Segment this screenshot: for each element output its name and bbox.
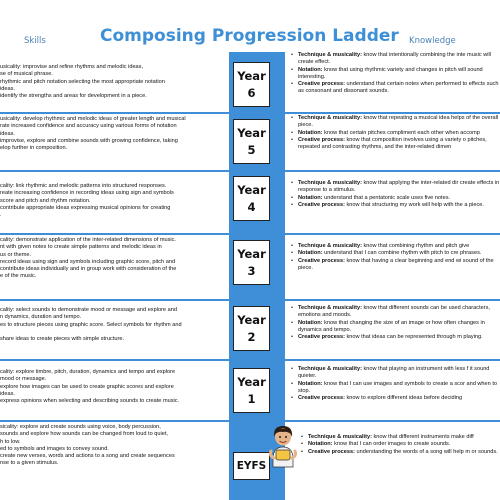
eyfs-box: EYFS xyxy=(233,452,270,480)
skills-year-4 xyxy=(0,183,227,231)
divider xyxy=(285,170,500,172)
skills-line: nse to a given stimulus. xyxy=(0,460,59,467)
skills-line: ideas. xyxy=(0,85,15,92)
skills-line: record ideas using sign and symbols including graphic score, pitch and xyxy=(0,258,176,265)
skills-line: e of the music. xyxy=(0,273,37,280)
year-2-box xyxy=(233,306,270,351)
year-2-number: 2 xyxy=(247,329,256,344)
divider xyxy=(0,170,230,172)
knowledge-bullet: • Creative process: know that composition involves using a variety o pitches, repeated and contrasting rhythms, and the inter-related dimen xyxy=(290,137,500,152)
knowledge-bullet: • Notation: understand that I can combine rhythm with pitch to cre phrases. xyxy=(290,250,500,257)
knowledge-year-2 xyxy=(290,305,500,358)
year-6-number: 6 xyxy=(247,85,256,100)
knowledge-year-4 xyxy=(290,180,500,232)
knowledge-bullet: • Technique & musicality: know that different sounds can be used characters, emotions and moods. xyxy=(290,305,500,320)
knowledge-bullet: • Technique & musicality: know that applying the inter-related dir create effects in response to a stimulus. xyxy=(290,180,500,195)
year-4-box xyxy=(233,176,270,221)
skills-line: elop further in composition. xyxy=(0,145,68,152)
knowledge-bullet: • Technique & musicality: know that repeating a musical idea helps of the overall piece. xyxy=(290,115,500,130)
knowledge-eyfs xyxy=(300,434,500,474)
skills-line: ideas. xyxy=(0,390,15,397)
knowledge-year-1 xyxy=(290,366,500,419)
knowledge-bullet: • Creative process: understand that certain notes when performed to effects such as consonant and dissonant sounds. xyxy=(290,81,500,96)
skills-line: nt with given notes to create simple patterns and melodic ideas in xyxy=(0,244,162,251)
knowledge-bullet: • Technique & musicality: know that playing an instrument with less f it sound quieter. xyxy=(290,366,500,381)
skills-line: ed to symbols and images to convey sound. xyxy=(0,445,109,452)
divider xyxy=(0,112,230,114)
year-5-label: Year xyxy=(237,125,266,140)
year-3-number: 3 xyxy=(247,263,256,278)
knowledge-heading: Knowledge xyxy=(409,36,456,46)
divider xyxy=(285,299,500,301)
divider xyxy=(285,112,500,114)
knowledge-bullet: • Creative process: know that structuring my work will help with the a piece. xyxy=(290,202,500,209)
knowledge-bullet: • Notation: know that certain pitches compliment each other when accomp xyxy=(290,130,500,137)
knowledge-bullet: • Technique & musicality: know that intentionally combining the inte music will create effect. xyxy=(290,52,500,67)
skills-line: ideas. xyxy=(0,130,15,137)
divider xyxy=(285,420,500,422)
skills-line: . xyxy=(0,212,2,219)
year-5-number: 5 xyxy=(247,142,256,157)
skills-year-3 xyxy=(0,237,227,297)
skills-line: cality: demonstrate application of the inter-related dimensions of music. xyxy=(0,237,176,243)
knowledge-bullet: • Creative process: understanding the words of a song will help m or sounds. xyxy=(300,449,500,456)
year-6-label: Year xyxy=(237,68,266,83)
skills-line: rhythmic and pitch notation selecting the most appropriate notation xyxy=(0,78,165,85)
divider xyxy=(0,420,230,422)
page-title: Composing Progression Ladder xyxy=(100,26,399,46)
knowledge-bullet: • Technique & musicality: know that combining rhythm and pitch give xyxy=(290,243,500,250)
year-3-label: Year xyxy=(237,246,266,261)
skills-year-1 xyxy=(0,369,227,418)
skills-line: improvise, explore and combine sounds with growing confidence, taking xyxy=(0,137,178,144)
skills-heading: Skills xyxy=(24,36,46,46)
knowledge-year-6 xyxy=(290,52,500,111)
skills-line: cality: link rhythmic and melodic patterns into structured responses. xyxy=(0,183,167,189)
year-3-box xyxy=(233,240,270,285)
skills-line: cality: explore timbre, pitch, duration, dynamics and tempo and explore xyxy=(0,369,176,375)
knowledge-bullet: • Creative process: know that ideas can be represented through m playing. xyxy=(290,334,500,341)
knowledge-bullet: • Notation: know that changing the size of an image or how often changes in dynamics and tempo. xyxy=(290,320,500,335)
year-1-box xyxy=(233,368,270,413)
skills-line: contribute ideas individually and in group work with consideration of the xyxy=(0,266,177,273)
knowledge-year-3 xyxy=(290,243,500,297)
skills-line: create new verses, words and actions to a song and create sequences xyxy=(0,453,175,460)
skills-year-6 xyxy=(0,64,227,110)
skills-line: explore how images can be used to create graphic scores and explore xyxy=(0,383,174,390)
skills-year-5 xyxy=(0,116,227,168)
skills-line: es to structure pieces using graphic score. Select symbols for rhythm and xyxy=(0,321,182,328)
skills-line: usicality: develop rhythmic and melodic ideas of greater length and musical xyxy=(0,116,186,122)
skills-line: mood or message. xyxy=(0,376,47,383)
knowledge-bullet: • Notation: understand that a pentatonic scale uses five notes. xyxy=(290,195,500,202)
knowledge-bullet: • Notation: know that I can order images to create sounds. xyxy=(300,441,500,448)
knowledge-bullet: • Creative process: know that having a clear beginning and end wi sound of the piece. xyxy=(290,258,500,273)
skills-line: express opinions when selecting and describing sounds to create music. xyxy=(0,398,180,405)
divider xyxy=(0,359,230,361)
skills-line: us or theme. xyxy=(0,251,32,258)
divider xyxy=(0,233,230,235)
skills-line: cality: select sounds to demonstrate mood or message and explore and xyxy=(0,307,177,313)
skills-line: sounds and explore how sounds can be changed from loud to quiet, xyxy=(0,431,168,438)
divider xyxy=(0,299,230,301)
divider xyxy=(285,359,500,361)
year-1-label: Year xyxy=(237,374,266,389)
year-5-box xyxy=(233,119,270,164)
skills-line: share ideas to create pieces with simple structure. xyxy=(0,335,125,342)
year-4-number: 4 xyxy=(247,199,256,214)
knowledge-bullet: • Notation: know that using rhythmic variety and changes in pitch will sound interesting. xyxy=(290,67,500,82)
year-1-number: 1 xyxy=(247,391,256,406)
year-4-label: Year xyxy=(237,182,266,197)
skills-line: identify the strengths and areas for development in a piece. xyxy=(0,93,147,100)
knowledge-bullet: • Notation: know that I can use images and symbols to create a scor and when to stop. xyxy=(290,381,500,396)
skills-line: reate increasing confidence in recording ideas using sign and symbols xyxy=(0,190,174,197)
knowledge-bullet: • Technique & musicality: know that different instruments make diff xyxy=(300,434,500,441)
knowledge-year-5 xyxy=(290,115,500,169)
divider xyxy=(285,233,500,235)
skills-line: contribute appropriate ideas expressing musical opinions for creating xyxy=(0,204,171,211)
knowledge-bullet: • Creative process: know to explore different ideas before deciding xyxy=(290,395,500,402)
year-6-box xyxy=(233,62,270,107)
skills-line: n dynamics, duration and tempo. xyxy=(0,314,82,321)
skills-eyfs xyxy=(0,424,227,500)
skills-line: usicality: improvise and refine rhythms and melodic ideas, xyxy=(0,64,144,70)
skills-line: h to low. xyxy=(0,438,21,445)
child-illustration xyxy=(268,423,298,469)
skills-line: sicality: explore and create sounds using voice, body percussion, xyxy=(0,424,161,430)
skills-line: se of musical phrase. xyxy=(0,71,53,78)
year-2-label: Year xyxy=(237,312,266,327)
skills-line: score and pitch and rhythm notation. xyxy=(0,197,91,204)
skills-year-2 xyxy=(0,307,227,357)
skills-line: rate increased confidence and accuracy using various forms of notation xyxy=(0,123,177,130)
